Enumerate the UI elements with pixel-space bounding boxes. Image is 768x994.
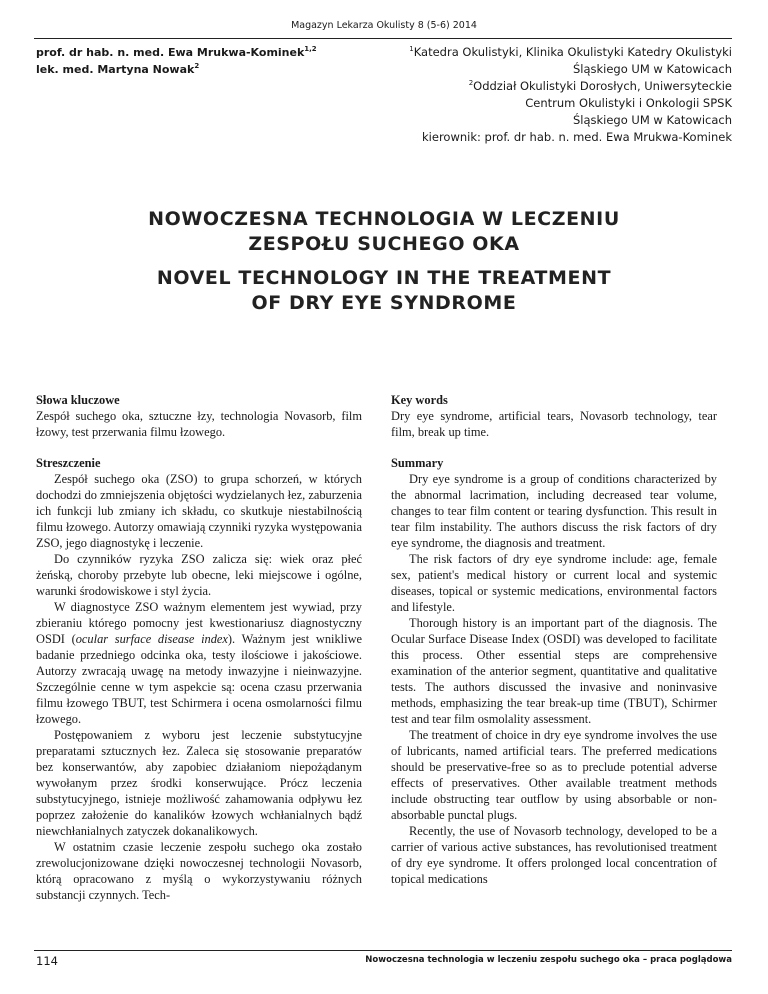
abstract-paragraph: Dry eye syndrome is a group of conditions characterized by the abnormal lacrimation, including decreased tear volume, changes to tear film content or tearing dysfunction. This result in tear film instability. The authors discuss the risk factors of dry eye syndrome, the diagnosis and treatment.: [391, 472, 717, 550]
abstract-paragraph: The treatment of choice in dry eye syndrome involves the use of lubricants, named artificial tears. The preferred medications should be preservative-free so as to preclude potential adverse effects of preservatives. Other available treatment methods include obstructing tear outflow by using absorbable or non-absorbable punctal plugs.: [391, 728, 717, 822]
abstract-polish: [36, 455, 362, 903]
keywords-heading: Key words: [391, 393, 448, 407]
title-line: OF DRY EYE SYNDROME: [251, 292, 517, 314]
affiliation-line: $^2$Oddział Okulistyki Dorosłych, Uniwersyteckie: [468, 79, 732, 93]
abstract-paragraph: Thorough history is an important part of the diagnosis. The Ocular Surface Disease Index (OSDI) was developed to facilitate this process. Other essential steps are comprehensive examination of the anterior segment, quantitative and qualitative tests. The authors discussed the invasive and noninvasive methods, emphasizing the tear break-up time (TBUT), Schirmer test and tear film osmolality assessment.: [391, 616, 717, 726]
affiliation-line: $^1$Katedra Okulistyki, Klinika Okulistyki Katedry Okulistyki: [409, 45, 732, 59]
abstract-paragraph: Do czynników ryzyka ZSO zalicza się: wiek oraz płeć żeńską, choroby przebyte lub obecne, leki miejscowe i ogólne, warunki środowiskowe i styl życia.: [36, 552, 362, 598]
keywords-heading: Słowa kluczowe: [36, 393, 120, 407]
author-name: prof. dr hab. n. med. Ewa Mrukwa-Kominek$^{1,2}$: [36, 45, 317, 59]
affiliation-line: Śląskiego UM w Katowicach: [572, 62, 732, 76]
affiliation-line: Śląskiego UM w Katowicach: [572, 113, 732, 127]
page-number: 114: [36, 954, 58, 968]
keywords-text: Dry eye syndrome, artificial tears, Novasorb technology, tear film, break up time.: [391, 409, 717, 439]
header-rule: [34, 38, 732, 39]
keywords-polish: [36, 392, 362, 440]
footer-rule: [34, 950, 732, 951]
author-name: lek. med. Martyna Nowak$^2$: [36, 62, 200, 76]
journal-header: Magazyn Lekarza Okulisty 8 (5-6) 2014: [291, 20, 477, 31]
abstract-paragraph: Recently, the use of Novasorb technology, developed to be a carrier of various active substances, has revolutionised treatment of dry eye syndrome. It offers prolonged local concentration of topical medications: [391, 824, 717, 886]
title-polish: [0, 207, 768, 257]
keywords-english: [391, 392, 717, 440]
keywords-text: Zespół suchego oka, sztuczne łzy, technologia Novasorb, film łzowy, test przerwania filmu łzowego.: [36, 409, 362, 439]
title-english: [0, 266, 768, 316]
affiliation-block: [409, 44, 732, 146]
title-line: ZESPOŁU SUCHEGO OKA: [248, 233, 520, 255]
affiliation-line: kierownik: prof. dr hab. n. med. Ewa Mrukwa-Kominek: [422, 130, 732, 144]
affiliation-line: Centrum Okulistyki i Onkologii SPSK: [525, 96, 732, 110]
abstract-heading: Streszczenie: [36, 456, 101, 470]
running-title: Nowoczesna technologia w leczeniu zespołu suchego oka – praca poglądowa: [365, 955, 732, 965]
abstract-paragraph: The risk factors of dry eye syndrome include: age, female sex, patient's medical history or current local and systemic diseases, topical or systemic medications, environmental factors and lifestyle.: [391, 552, 717, 614]
author-block: [36, 44, 317, 78]
abstract-paragraph: W diagnostyce ZSO ważnym elementem jest wywiad, przy zbieraniu którego pomocny jest kwestionariusz diagnostyczny OSDI (ocular surface disease index). Ważnym jest wnikliwe badanie przedniego odcinka oka, testy ilościowe i jakościowe. Autorzy zwracają uwagę na metody inwazyjne i nieinwazyjne. Szczególnie cenne w tym aspekcie są: ocena czasu przerwania filmu łzowego TBUT, test Schirmera i ocena osmolarności filmu łzowego.: [36, 600, 363, 726]
title-line: NOWOCZESNA TECHNOLOGIA W LECZENIU: [148, 208, 620, 230]
abstract-paragraph: W ostatnim czasie leczenie zespołu suchego oka zostało zrewolucjonizowane dzięki nowoczesnej technologii Novasorb, którą opracowano z myślą o wykorzystywaniu różnych substancji czynnych. Tech-: [36, 840, 362, 902]
title-line: NOVEL TECHNOLOGY IN THE TREATMENT: [156, 267, 612, 289]
abstract-paragraph: Postępowaniem z wyboru jest leczenie substytucyjne preparatami sztucznych łez. Zaleca się stosowanie preparatów bez konserwantów, aby zapobiec działaniom niepożądanym wywołanym przez środki konserwujące. Prócz leczenia substytucyjnego, istnieje możliwość zahamowania odpływu łez poprzez założenie do kanalików łzowych wchłanialnych bądź niewchłanialnych zatyczek dokanalikowych.: [36, 728, 362, 838]
abstract-heading: Summary: [391, 456, 444, 470]
abstract-english: [391, 455, 717, 887]
abstract-paragraph: Zespół suchego oka (ZSO) to grupa schorzeń, w których dochodzi do zmniejszenia objętości wydzielanych łez, zaburzenia ich funkcji lub zmiany ich składu, co skutkuje niestabilnością filmu łzowego. Autorzy omawiają czynniki ryzyka występowania ZSO, jego diagnostykę i leczenie.: [36, 472, 362, 550]
